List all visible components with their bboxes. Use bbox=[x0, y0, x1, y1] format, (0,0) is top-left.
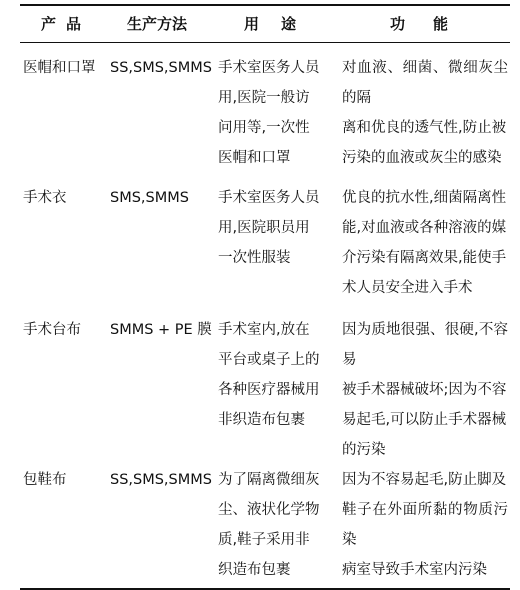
cell-function: 因为不容易起毛,防止脚及 鞋子在外面所黏的物质污染 病室导致手术室内污染 bbox=[328, 465, 510, 589]
table-row bbox=[20, 42, 510, 173]
cell-product: 医帽和口罩 bbox=[23, 59, 96, 76]
table-body bbox=[20, 42, 510, 589]
table-row bbox=[20, 315, 510, 465]
cell-function: 优良的抗水性,细菌隔离性 能,对血液或各种溶液的媒 介污染有隔离效果,能使手 术人员安全进入手术 bbox=[342, 189, 507, 296]
cell-use: 手术室内,放在 平台或桌子上的 各种医疗器械用 非织造布包裹 bbox=[218, 321, 320, 428]
cell-method: SS,SMS,SMMS bbox=[102, 465, 212, 589]
cell-product: 手术衣 bbox=[23, 189, 67, 206]
header-function: 功能 bbox=[328, 5, 510, 42]
header-use: 用途 bbox=[212, 5, 328, 42]
cell-use: 手术室医务人员 用,医院职员用 一次性服装 bbox=[218, 189, 320, 266]
cell-function: 对血液、细菌、微细灰尘的隔 离和优良的透气性,防止被 污染的血液或灰尘的感染 bbox=[342, 59, 508, 166]
cell-method: SS,SMS,SMMS bbox=[110, 59, 212, 76]
header-method: 生产方法 bbox=[102, 5, 212, 42]
cell-use: 手术室医务人员 用,医院一般访 问用等,一次性 医帽和口罩 bbox=[218, 59, 320, 166]
header-row bbox=[20, 5, 510, 42]
cell-method: SMS,SMMS bbox=[110, 189, 189, 206]
cell-product: 包鞋布 bbox=[20, 465, 102, 589]
cell-method: SMMS + PE 膜 bbox=[110, 321, 212, 338]
cell-use: 为了隔离微细灰 尘、液状化学物 质,鞋子采用非 织造布包裹 bbox=[212, 465, 328, 589]
table-row bbox=[20, 173, 510, 315]
table-header bbox=[20, 5, 510, 42]
cell-product: 手术台布 bbox=[23, 321, 81, 338]
cell-function: 因为质地很强、很硬,不容易 被手术器械破坏;因为不容 易起毛,可以防止手术器械 的污染 bbox=[342, 321, 508, 458]
medical-nonwoven-table bbox=[20, 4, 510, 590]
table-row bbox=[20, 465, 510, 589]
header-product: 产品 bbox=[20, 5, 102, 42]
